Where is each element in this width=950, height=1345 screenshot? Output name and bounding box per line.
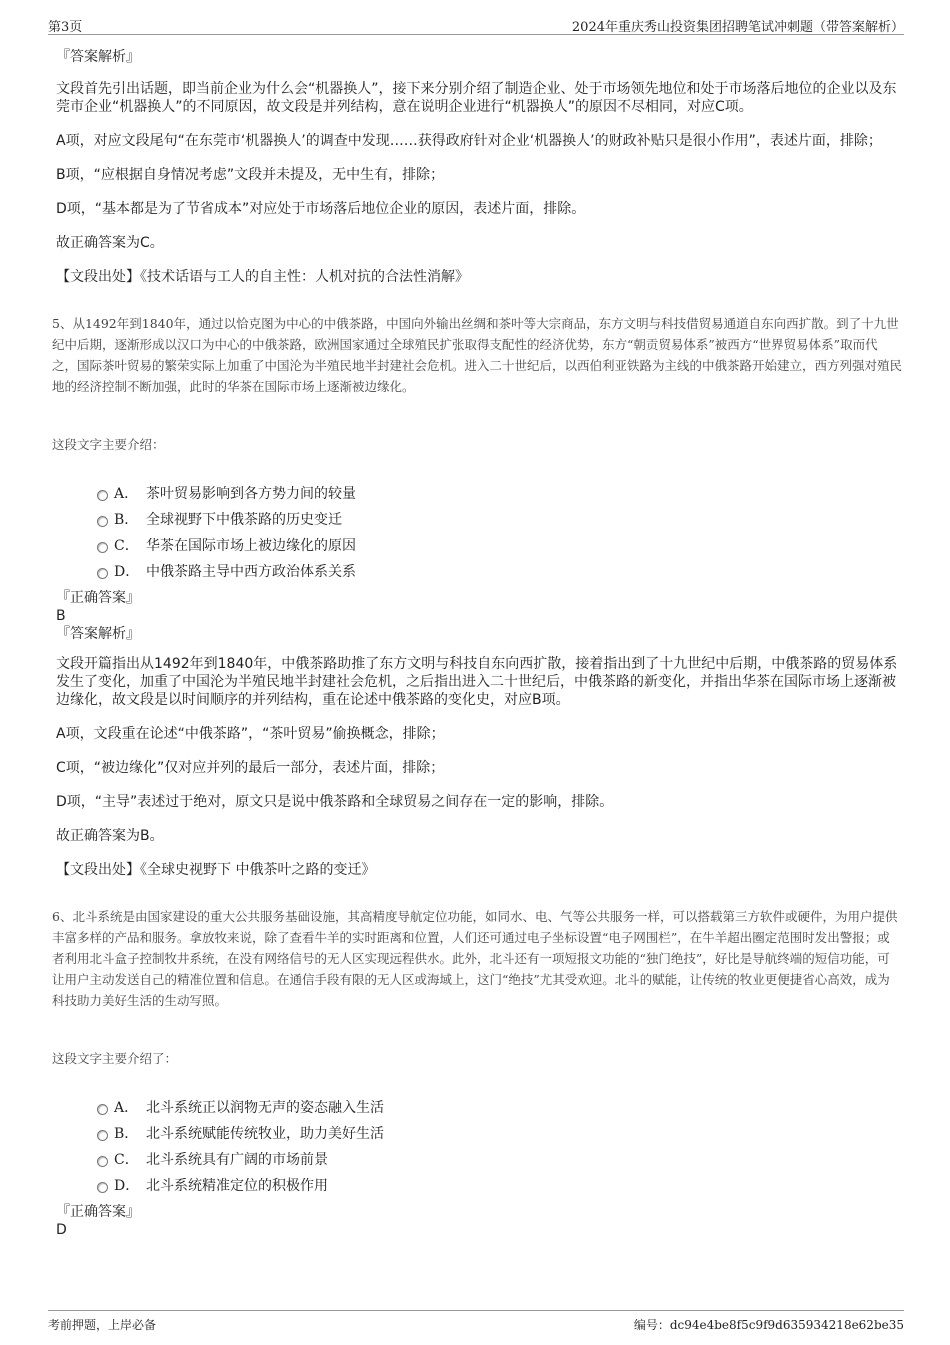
q6-option-a[interactable]: A． 北斗系统正以润物无声的姿态融入生活 [56,1095,902,1121]
q5-analysis: 文段开篇指出从1492年到1840年，中俄茶路助推了东方文明与科技自东向西扩散，接着指出到了十九世纪中后期，中俄茶路的贸易体系发生了变化，加重了中国沦为半殖民地半封建社会危机，之后指出进入二十世纪后，中俄茶路的新变化，并指出华茶在国际市场上逐渐被边缘化，故文段是以时间顺序的并列结构，重在论述中俄茶路的变化史，对应B项。 [56,656,898,708]
q4-option-a-analysis: A项，对应文段尾句“在东莞市‘机器换人’的调查中发现……获得政府针对企业‘机器换人’的财政补贴只是很小作用”，表述片面，排除； [56,133,882,149]
q4-option-b-analysis: B项，“应根据自身情况考虑”文段并未提及，无中生有，排除； [56,167,445,183]
q4-analysis: 文段首先引出话题，即当前企业为什么会“机器换人”，接下来分别介绍了制造企业、处于市场领先地位和处于市场落后地位的企业以及东莞市企业“机器换人”的不同原因，故文段是并列结构，意在说明企业进行“机器换人”的原因不尽相同，对应C项。 [56,81,897,115]
q5-analysis-label: 『答案解析』 [56,626,140,642]
radio-icon[interactable] [97,1104,108,1115]
radio-icon[interactable] [97,568,108,579]
q4-conclusion: 故正确答案为C。 [56,235,164,251]
q5-source: 【文段出处】《全球史视野下 中俄茶叶之路的变迁》 [56,862,376,878]
q4-option-d-analysis: D项，“基本都是为了节省成本”对应处于市场落后地位企业的原因，表述片面，排除。 [56,201,586,217]
radio-icon[interactable] [97,1156,108,1167]
document-content [52,48,903,1239]
q6-option-d[interactable]: D． 北斗系统精准定位的积极作用 [56,1173,902,1199]
q5-correct-label: 『正确答案』 [56,590,140,606]
q6-passage: 6、北斗系统是由国家建设的重大公共服务基础设施，其高精度导航定位功能，如同水、电、气等公共服务一样，可以搭载第三方软件或硬件，为用户提供丰富多样的产品和服务。拿放牧来说，除了查看牛羊的实时距离和位置，人们还可通过电子坐标设置“电子网围栏”，在牛羊超出圈定范围时发出警报；或者利用北斗盒子控制牧井系统，在没有网络信号的无人区实现远程供水。此外，北斗还有一项短报文功能的“独门绝技”，好比是导航终端的短信功能，可让用户主动发送自己的精准位置和信息。在通信手段有限的无人区或海域上，这门“绝技”尤其受欢迎。北斗的赋能，让传统的牧业更便捷省心高效，成为科技助力美好生活的生动写照。 [52,908,898,1008]
page-footer [48,1310,904,1333]
q6-correct-answer: D [56,1222,67,1238]
radio-icon[interactable] [97,516,108,527]
radio-icon[interactable] [97,542,108,553]
q5-option-a[interactable]: A． 茶叶贸易影响到各方势力间的较量 [56,481,902,507]
footer-slogan: 考前押题，上岸必备 [48,1318,157,1332]
q5-conclusion: 故正确答案为B。 [56,828,164,844]
document-code: 编号：dc94e4be8f5c9f9d635934218e62be35 [633,1318,904,1332]
q5-option-d[interactable]: D． 中俄茶路主导中西方政治体系关系 [56,559,902,585]
page-header [48,14,904,35]
q5-options [56,481,902,585]
q6-option-c[interactable]: C． 北斗系统具有广阔的市场前景 [56,1147,902,1173]
q6-option-b[interactable]: B． 北斗系统赋能传统牧业，助力美好生活 [56,1121,902,1147]
q5-prompt: 这段文字主要介绍： [52,436,165,452]
q4-source: 【文段出处】《技术话语与工人的自主性：人机对抗的合法性消解》 [56,269,469,285]
q5-correct-answer: B [56,608,66,624]
q4-analysis-label: 『答案解析』 [56,49,140,65]
radio-icon[interactable] [97,1130,108,1141]
radio-icon[interactable] [97,1182,108,1193]
q5-option-c[interactable]: C． 华茶在国际市场上被边缘化的原因 [56,533,902,559]
q6-options [56,1095,902,1199]
radio-icon[interactable] [97,490,108,501]
q6-correct-label: 『正确答案』 [56,1204,140,1220]
q5-passage: 5、从1492年到1840年，通过以恰克图为中心的中俄茶路，中国向外输出丝绸和茶叶等大宗商品，东方文明与科技借贸易通道自东向西扩散。到了十九世纪中后期，逐渐形成以汉口为中心的中俄茶路，欧洲国家通过全球殖民扩张取得支配性的经济优势，东方“朝贡贸易体系”被西方“世界贸易体系”取而代之，国际茶叶贸易的繁荣实际上加重了中国沦为半殖民地半封建社会危机。进入二十世纪后，以西伯利亚铁路为主线的中俄茶路开始建立，西方列强对殖民地的经济控制不断加强，此时的华茶在国际市场上逐渐被边缘化。 [52,315,903,394]
q5-option-b[interactable]: B． 全球视野下中俄茶路的历史变迁 [56,507,902,533]
q5-option-d-analysis: D项，“主导”表述过于绝对，原文只是说中俄茶路和全球贸易之间存在一定的影响，排除。 [56,794,614,810]
page-number: 第3页 [48,20,83,35]
q5-option-c-analysis: C项，“被边缘化”仅对应并列的最后一部分，表述片面，排除； [56,760,445,776]
q5-option-a-analysis: A项，文段重在论述“中俄茶路”，“茶叶贸易”偷换概念，排除； [56,726,445,742]
document-title: 2024年重庆秀山投资集团招聘笔试冲刺题（带答案解析） [571,20,904,35]
q6-prompt: 这段文字主要介绍了： [52,1050,178,1066]
